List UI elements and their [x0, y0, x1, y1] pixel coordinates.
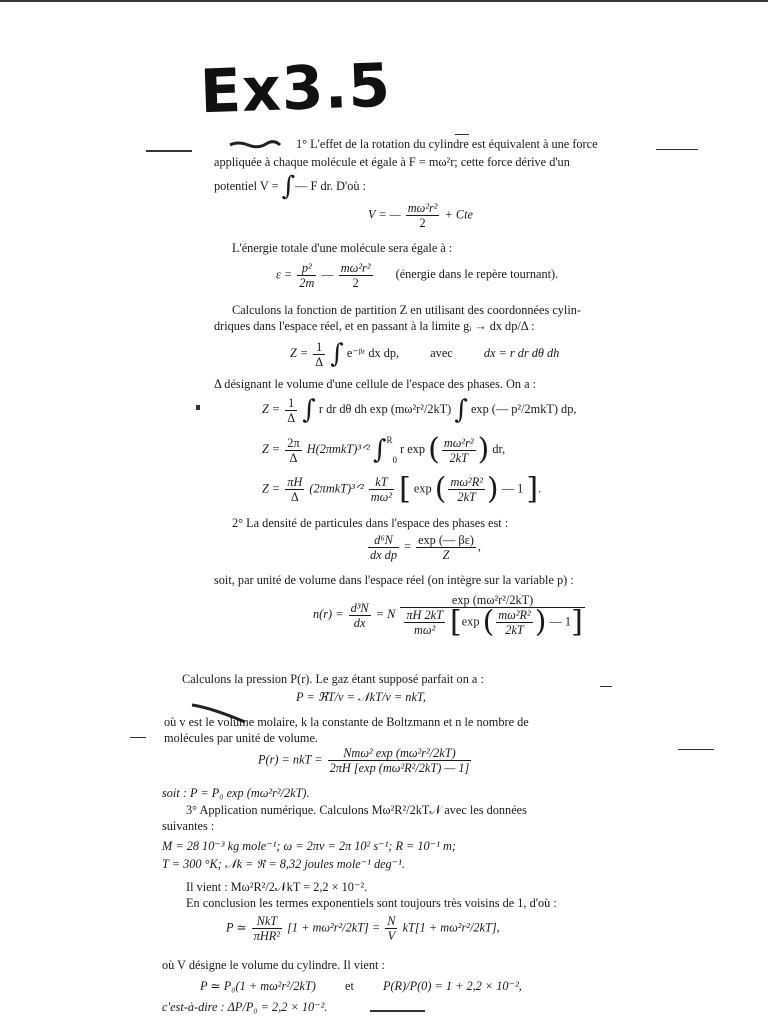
- paragraph-total-energy: L'énergie totale d'une molécule sera égale à :: [232, 241, 453, 255]
- equation-partition-z2: Z = $\frac{1}{\Delta}$ ∫ r dr dθ dh exp (mω²r²/2kT) ∫ exp (— p²/2mkT) dp,: [262, 395, 577, 425]
- paragraph-following-data: suivantes :: [162, 819, 215, 833]
- margin-mark: [455, 134, 469, 135]
- equation-final-results: P ≃ P₀(1 + mω²r²/2kT) et P(R)/P(0) = 1 + 2,2 × 10⁻²,: [200, 979, 522, 993]
- paragraph-per-unit-volume: soit, par unité de volume dans l'espace réel (on intègre sur la variable p) :: [214, 573, 574, 587]
- equation-pressure-approximation: P ≃ $\frac{\text{NkT}}{\text{πHR²}}$ [1 + mω²r²/2kT] = $\frac{N}{V}$ kT[1 + mω²r²/2kT],: [226, 914, 500, 943]
- margin-mark: [678, 749, 714, 750]
- paragraph-definitions-line2: molécules par unité de volume.: [164, 731, 319, 745]
- equation-number-density: n(r) = $\frac{\text{d³N}}{dx}$ = N exp (mω²r²/2kT) $\frac{\pi H 2kT}{\text{mω²}}$ [exp ( $\frac{\text{mω²R²}}{2kT}$ ) — 1]: [313, 593, 583, 640]
- margin-mark: [600, 686, 612, 687]
- paragraph-cylinder-volume: où V désigne le volume du cylindre. Il vient :: [162, 958, 385, 972]
- paragraph-definitions-line1: où v est le volume molaire, k la constante de Boltzmann et n le nombre de: [164, 715, 529, 729]
- equation-ideal-gas: P = ℜT/v = 𝒩kT/v = nkT,: [296, 690, 426, 704]
- paragraph-partition-line2: driques dans l'espace réel, et en passant à la limite gᵢ → dx dp/Δ :: [214, 319, 535, 333]
- scan-top-edge: [0, 0, 768, 2]
- paragraph-rotation-intro: 1° L'effet de la rotation du cylindre est équivalent à une force: [296, 137, 598, 151]
- equation-partition-z1: Z = $\frac{1}{\Delta}$ ∫ e⁻ᵝᵋ dx dp, avec dx = r dr dθ dh: [290, 339, 560, 369]
- data-constants-line2: T = 300 °K; 𝒩k = ℜ = 8,32 joules mole⁻¹ deg⁻¹.: [162, 857, 405, 871]
- paragraph-rotation-line2: appliquée à chaque molécule et égale à F = mω²r; cette force dérive d'un: [214, 155, 570, 169]
- equation-phase-density: $\frac{\text{d⁶N}}{\text{dx dp}}$ = $\frac{\exp (— \beta\varepsilon)}{Z}$ ,: [370, 533, 481, 562]
- paragraph-phase-density: 2° La densité de particules dans l'espace des phases est :: [232, 516, 509, 530]
- result-relative-pressure-change: c'est-à-dire : ΔP/P₀ = 2,2 × 10⁻².: [162, 1000, 328, 1014]
- equation-partition-z3: Z = $\frac{2\pi}{\Delta}$ H(2πmkT)³ᐟ² ∫$^R$0 r exp ( $\frac{\text{mω²r²}}{2kT}$ ) dr,: [262, 432, 506, 467]
- paragraph-cell-volume: Δ désignant le volume d'une cellule de l'espace des phases. On a :: [214, 377, 537, 391]
- integral-sign: ∫: [281, 171, 296, 202]
- equation-potential: V = — $\frac{\text{mω²r²}}{2}$ + Cte: [368, 201, 474, 230]
- data-constants-line1: M = 28 10⁻³ kg mole⁻¹; ω = 2πν = 2π 10² s⁻¹; R = 10⁻¹ m;: [162, 839, 456, 853]
- equation-pressure-profile: P(r) = nkT = $\frac{\text{Nmω² exp (mω²r²/2kT)}}{\text{2πH [exp (mω²R²/2kT) — 1]}}$: [258, 746, 470, 775]
- result-dimensionless-ratio: Il vient : Mω²R²/2𝒩kT = 2,2 × 10⁻².: [186, 880, 368, 894]
- margin-mark: [146, 150, 192, 152]
- equation-energy: ε = $\frac{\text{p²}}{2m}$ — $\frac{\text{mω²r²}}{2}$ (énergie dans le repère tournant).: [276, 261, 559, 290]
- equation-pressure-simplified: soit : P = P₀ exp (mω²r²/2kT).: [162, 786, 310, 800]
- scribbled-out-word: [228, 140, 282, 150]
- equation-partition-z4: Z = $\frac{\pi H}{\Delta}$ (2πmkT)³ᐟ² $\frac{kT}{\text{mω²}}$ [ exp ( $\frac{\text{mω²R²}}{2kT}$ ) — 1 ].: [262, 471, 542, 507]
- paragraph-numerical-app: 3° Application numérique. Calculons Mω²R²/2kT𝒩 avec les données: [186, 803, 527, 817]
- margin-mark: [130, 737, 146, 738]
- margin-mark: [656, 149, 698, 150]
- paragraph-conclusion: En conclusion les termes exponentiels sont toujours très voisins de 1, d'où :: [186, 896, 557, 910]
- margin-mark: [370, 1010, 425, 1012]
- margin-mark: [196, 405, 200, 410]
- paragraph-potential-line: potentiel V = ∫— F dr. D'où :: [214, 171, 367, 202]
- paragraph-pressure-intro: Calculons la pression P(r). Le gaz étant supposé parfait on a :: [182, 672, 484, 686]
- paragraph-partition-line1: Calculons la fonction de partition Z en utilisant des coordonnées cylin-: [232, 303, 582, 317]
- handwritten-exercise-title: Ex3.5: [198, 50, 393, 128]
